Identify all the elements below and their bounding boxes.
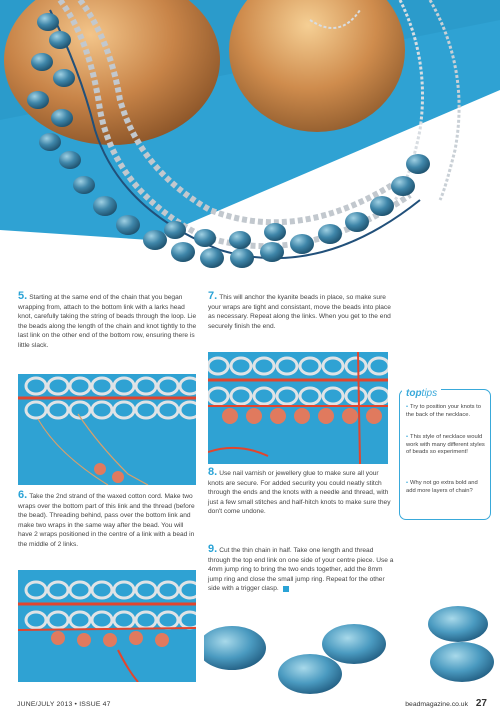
beads-photo-svg [204,598,500,694]
tips-heading-top: top [406,388,422,399]
page-footer [0,695,500,717]
step-6-photo [18,570,196,682]
chain-photo-svg [208,352,388,464]
step-number: 7. [208,290,218,302]
step-number: 9. [208,543,218,555]
tip-text: Try to position your knots to the back of the necklace. [406,404,482,418]
step-number: 8. [208,466,218,478]
bullet-icon: • [406,434,409,440]
chain-photo-svg [18,570,196,682]
step-text: Cut the thin chain in half. Take one length and thread through the top end link on one side of your centre piece. Use a 4mm jump ring to bring the two ends together, add the 8mm jump ring and close the small jump ring. Repeat for the other side with a trigger clasp. [208,547,394,593]
tip-item [406,434,488,457]
step-number: 6. [18,489,28,501]
step-6 [18,491,198,550]
step-number: 5. [18,290,28,302]
step-7 [208,292,394,331]
step-8 [208,468,394,517]
bullet-icon: • [406,404,409,410]
page-number: 27 [475,698,487,709]
tips-heading-tips: tips [421,388,438,399]
tip-text: This style of necklace would work with many different styles of beads so experiment! [406,434,485,456]
step-text: Take the 2nd strand of the waxed cotton cord. Make two wraps over the bottom part of this link and the thread (before the bead). Threading behind, pass over the bottom link and make two wraps in the same way after the bead. You will have 2 wraps positioned in the centre of a link with a bead in the middle of 2 links. [18,493,195,548]
tip-item [406,404,488,419]
beads-photo [204,598,500,694]
tip-text: Why not go extra bold and add more layers of chain? [406,480,478,494]
top-tips-heading [402,388,441,402]
step-text: Starting at the same end of the chain that you began wrapping from, attach to the bottom link with a larks head knot, carefully taking the string of beads through the loop. Lie the beads along the length of the chain and knot tightly to the last link on the other end of the bottom row, ensuring there is little slack. [18,294,197,349]
step-7-photo [208,352,388,464]
chain-photo-svg [18,374,196,485]
step-9 [208,545,394,594]
top-tips-box [399,389,491,520]
step-text: This will anchor the kyanite beads in place, so make sure your wraps are tight and consistant, move the beads into place as necessary. Repeat along the links. When you get to the end securely finish the end. [208,294,391,330]
issue-info: JUNE/JULY 2013 • ISSUE 47 [17,701,111,708]
tip-item [406,480,488,495]
step-text: Use nail varnish or jewellery glue to make sure all your knots are secure. For added security you could neatly stitch through the ends and the knots with a needle and thread, with just a few small stitches and half-hitch knots to make sure they don't come undone. [208,470,391,516]
step-5-photo [18,374,196,485]
end-square-icon [283,586,289,592]
bullet-icon: • [406,480,409,486]
necklace-photo-svg [0,0,500,278]
website-link[interactable]: beadmagazine.co.uk [405,701,468,708]
hero-photo [0,0,500,278]
step-5 [18,292,198,351]
